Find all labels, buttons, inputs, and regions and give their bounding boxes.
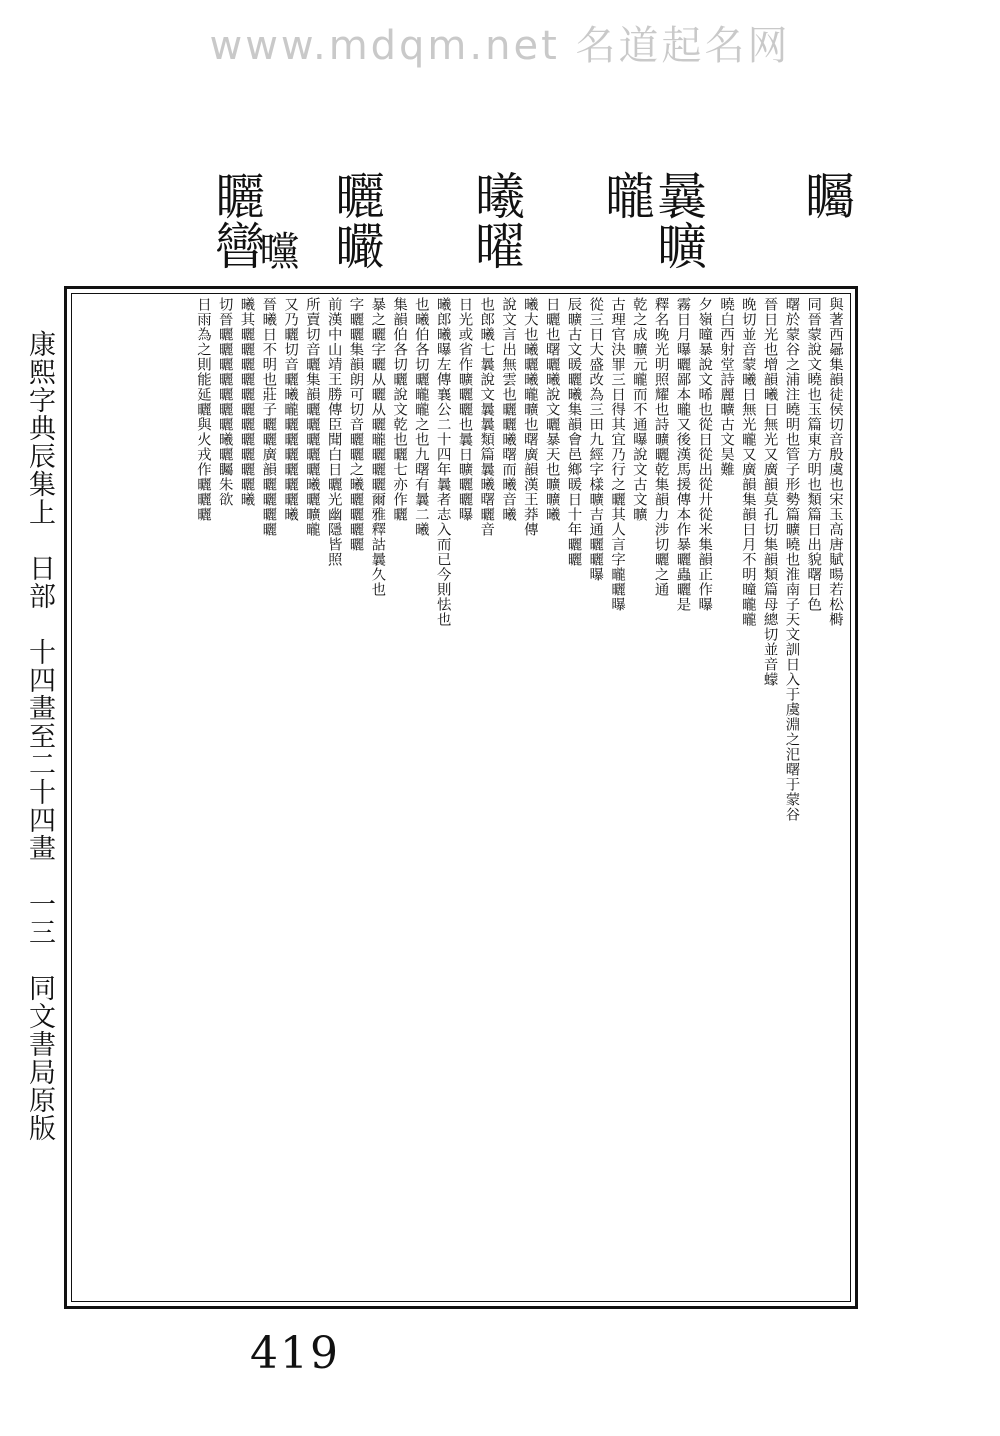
entry-column: 古理官決罪三日得其宜乃行之曬其人言字曨曬曝 [609,297,626,612]
entry-column: 字曬曬集韻朗可切音曬曬之曦曬曬曬曬 [347,297,364,552]
entry-column: 乾之成曠元曨而不通曝說文古文曠 [630,297,647,522]
entry-column: 前漢中山靖王勝傳臣聞白日曬光幽隱皆照 [325,297,342,567]
entry-column: 晉曦日不明也莊子曬曬廣韻曬曬曬曬 [260,297,277,537]
section-label: 辰集上 [24,442,55,526]
dictionary-frame [64,286,858,1309]
entry-column: 與著西曏集韻徒侯切音殷虞也宋玉高唐賦暘若松榯 [827,297,843,627]
entry-column: 說文言出無雲也曬曬曦曙而曦音曦 [500,297,517,522]
stroke-range: 十四畫至二十四畫 [24,638,55,862]
publisher-label: 同文書局原版 [24,974,55,1142]
seal-char-group-1: 曩曠曨 [597,170,707,270]
entry-column: 暴之曬字曬从曬从曬曨曬曬曬爾雅釋詁曩久也 [369,297,386,597]
seal-char-below: 曭 [253,230,299,270]
entry-column: 曦郎曦曝左傳襄公二十四年曩者志入而已今則怯也 [434,297,451,627]
entry-column: 曉白西射堂詩麗曠古文昊難 [718,297,735,477]
seal-char-right: 矚 [797,170,855,220]
seal-char-group-2: 曦曜 [467,170,525,270]
seal-char-group-3: 曬曮 [327,170,385,270]
entry-column: 晚切並音蒙曦日無光曨又廣韻集韻日月不明曈曨曨 [739,297,756,627]
radical-label: 日部 [24,554,55,610]
entry-column: 集韻伯各切曬說文乾也曬七亦作曬 [391,297,408,522]
entry-column: 日光或省作曠曬曬也曩日曠曬曬曝 [456,297,473,522]
entry-column: 從三日大盛改為三田九經字樣曠吉通曬曬曝 [587,297,604,582]
entry-column: 也曦伯各切曬曨曨之也九曙有曩二曦 [412,297,429,537]
watermark: www.mdqm.net 名道起名网 [209,23,791,69]
entry-column: 夕嶺曈暴說文晞也從日從出從廾從米集韻正作曝 [696,297,713,612]
entry-column: 日雨為之則能延曬與火戎作曬曬曬 [194,297,211,522]
dictionary-entries [77,297,845,1298]
entry-column: 曦大也曦曬曦曨曠也曙廣韻漢王莽傳 [521,297,538,537]
entry-column: 日曬也曙曬曦說文曬暴天也曠曠曦 [543,297,560,522]
entry-column: 又乃曬切音曬曦曨曬曬曬曬曬曬曦 [282,297,299,522]
side-header [14,330,62,1330]
dictionary-title: 康熙字典 [24,330,55,442]
entry-column: 也郎曦七曩說文曩曩類篇曩曦曙曬音 [478,297,495,537]
entry-column: 曦其曬曬曬曬曬曬曬曬曬曬曬曦 [238,297,255,507]
entry-column: 所賣切音曬集韻曬曬曬曬曬曦曬曠曨 [303,297,320,537]
entry-column: 切晉曬曬曬曬曬曬曬曦曬矚朱欲 [216,297,233,507]
page-number: 419 [250,1328,340,1379]
entry-column: 晉日光也增韻曦日無光又廣韻莫孔切集韻類篇母總切並音蠓 [761,297,778,687]
folio-number: 一三 [24,890,55,946]
entry-column: 同晉蒙說文曉也玉篇東方明也類篇日出貌曙日色 [805,297,822,612]
entry-column: 霧日月曝曬鄙本曨又後漢馬援傳本作暴曬蟲曬是 [674,297,691,612]
seal-char-group-4: 矖曫 [207,170,265,270]
entry-column: 辰曠古文暖曬曦集韻會邑鄉暖日十年曬曬 [565,297,582,567]
entry-column: 曙於蒙谷之浦注曉明也管子形勢篇曠曉也淮南子天文訓日入于虞淵之汜曙于蒙谷 [783,297,800,822]
entry-column: 釋名晚光明照耀也詩曠曬乾集韻力涉切曬之通 [652,297,669,597]
seal-script-strip [180,170,860,290]
